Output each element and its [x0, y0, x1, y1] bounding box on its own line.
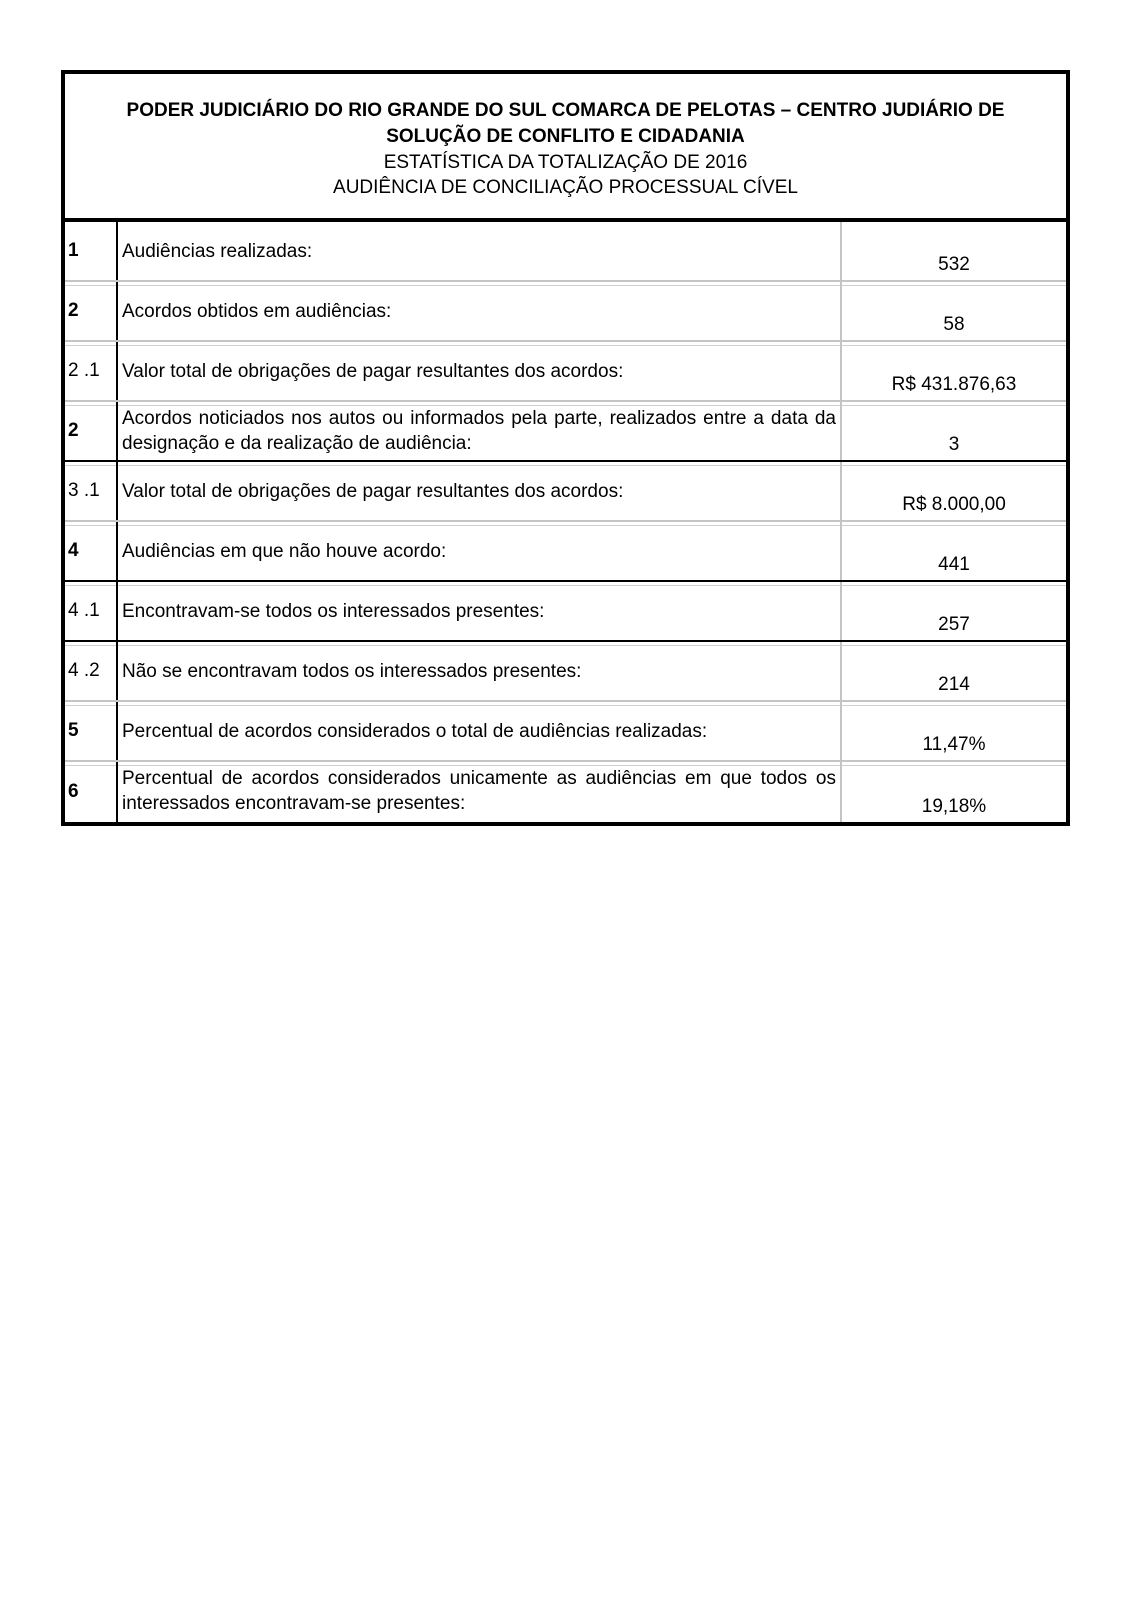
row-value: 214	[938, 674, 970, 695]
row-number: 6	[65, 762, 118, 822]
row-description: Audiências em que não houve acordo:	[118, 522, 842, 580]
table-row	[65, 762, 1066, 822]
row-value: 19,18%	[921, 796, 987, 817]
row-number: 4 .2	[65, 642, 118, 700]
row-number: 2	[65, 402, 118, 460]
row-number: 5	[65, 702, 118, 760]
table-row	[65, 402, 1066, 462]
statistics-table	[61, 70, 1070, 826]
row-value: R$ 8.000,00	[902, 494, 1006, 515]
row-value: 532	[938, 254, 970, 275]
table-row	[65, 582, 1066, 642]
row-number: 1	[65, 222, 118, 280]
header-subtitle-line1: ESTATÍSTICA DA TOTALIZAÇÃO DE 2016	[383, 152, 748, 173]
row-value: 257	[938, 614, 970, 635]
row-description: Percentual de acordos considerados unicamente as audiências em que todos os interessados encontravam-se presentes:	[118, 762, 842, 822]
row-description: Encontravam-se todos os interessados presentes:	[118, 582, 842, 640]
row-value: 58	[943, 314, 965, 335]
row-value: 441	[938, 554, 970, 575]
header-title-line1: PODER JUDICIÁRIO DO RIO GRANDE DO SUL COMARCA DE PELOTAS – CENTRO JUDIÁRIO DE	[126, 100, 1005, 121]
row-number: 4	[65, 522, 118, 580]
table-row	[65, 642, 1066, 702]
header-title-line2: SOLUÇÃO DE CONFLITO E CIDADANIA	[386, 126, 745, 147]
row-number: 2 .1	[65, 342, 118, 400]
row-description: Valor total de obrigações de pagar resultantes dos acordos:	[118, 342, 842, 400]
table-row	[65, 702, 1066, 762]
table-row	[65, 522, 1066, 582]
row-description: Acordos obtidos em audiências:	[118, 282, 842, 340]
row-description: Audiências realizadas:	[118, 222, 842, 280]
row-description: Não se encontravam todos os interessados presentes:	[118, 642, 842, 700]
table-row	[65, 462, 1066, 522]
row-description: Acordos noticiados nos autos ou informados pela parte, realizados entre a data da designação e da realização de audiência:	[118, 402, 842, 460]
table-row	[65, 342, 1066, 402]
table-row	[65, 222, 1066, 282]
header-subtitle-line2: AUDIÊNCIA DE CONCILIAÇÃO PROCESSUAL CÍVEL	[333, 177, 798, 198]
table-header	[65, 74, 1066, 222]
row-value: R$ 431.876,63	[891, 374, 1017, 395]
row-number: 2	[65, 282, 118, 340]
row-description: Percentual de acordos considerados o total de audiências realizadas:	[118, 702, 842, 760]
row-number: 3 .1	[65, 462, 118, 520]
row-description: Valor total de obrigações de pagar resultantes dos acordos:	[118, 462, 842, 520]
row-number: 4 .1	[65, 582, 118, 640]
row-value: 11,47%	[922, 734, 986, 755]
row-value: 3	[948, 434, 960, 455]
table-row	[65, 282, 1066, 342]
